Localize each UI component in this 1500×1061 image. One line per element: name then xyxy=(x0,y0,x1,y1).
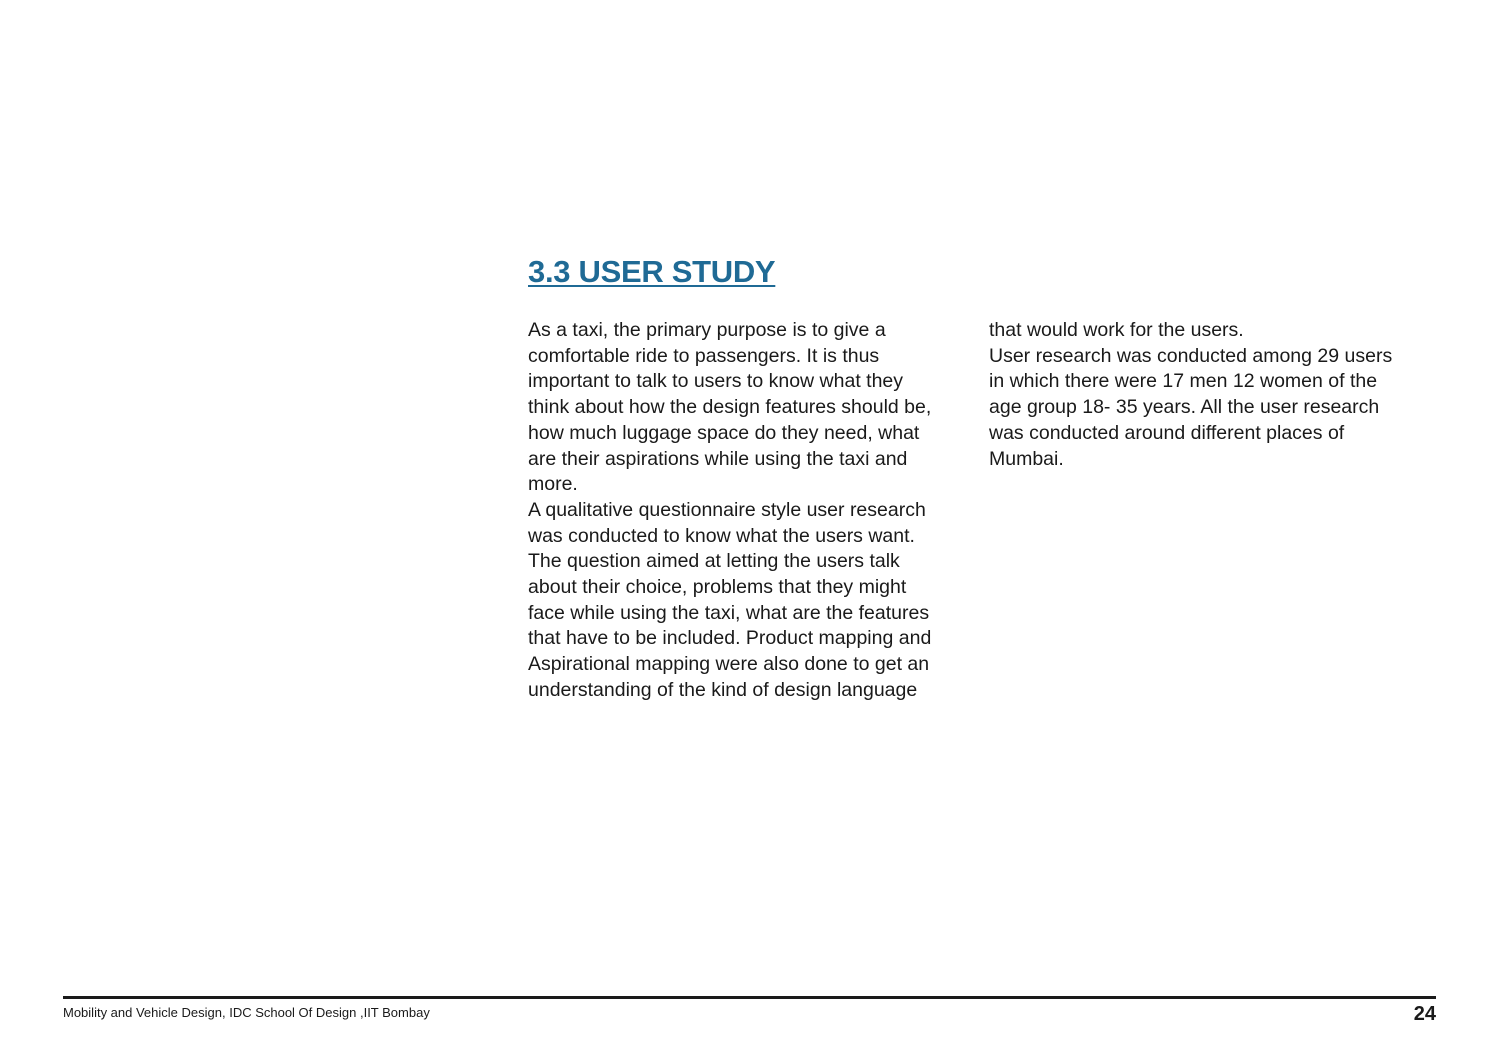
body-text-line: in which there were 17 men 12 women of the xyxy=(989,370,1378,393)
body-text-line: User research was conducted among 29 users xyxy=(989,344,1393,367)
body-text-line: A qualitative questionnaire style user research xyxy=(528,498,926,521)
footer-divider xyxy=(63,996,1436,999)
body-text-line: Mumbai. xyxy=(989,447,1064,470)
page-number: 24 xyxy=(1413,1003,1436,1025)
footer-credit: Mobility and Vehicle Design, IDC School Of Design ,IIT Bombay xyxy=(63,1005,430,1020)
body-text-line: As a taxi, the primary purpose is to give a xyxy=(528,319,886,341)
body-text-line: comfortable ride to passengers. It is thus xyxy=(528,344,880,367)
body-column-left xyxy=(528,318,978,704)
body-text-line: that would work for the users. xyxy=(989,319,1244,341)
body-text-line: that have to be included. Product mapping and xyxy=(528,627,932,650)
body-text-line: face while using the taxi, what are the features xyxy=(528,601,930,624)
body-text-line: important to talk to users to know what they xyxy=(528,370,904,393)
body-text-line: The question aimed at letting the users talk xyxy=(528,550,900,573)
body-text-line: was conducted to know what the users want. xyxy=(528,524,915,547)
body-text-line: understanding of the kind of design language xyxy=(528,678,918,701)
body-text-line: Aspirational mapping were also done to get an xyxy=(528,653,930,676)
body-text-line: think about how the design features should be, xyxy=(528,396,932,419)
body-text-line: more. xyxy=(528,473,578,496)
body-column-right xyxy=(989,318,1439,472)
body-text-line: are their aspirations while using the taxi and xyxy=(528,447,908,470)
body-text-line: was conducted around different places of xyxy=(989,421,1345,444)
section-heading: 3.3 USER STUDY xyxy=(528,254,776,289)
body-text-line: about their choice, problems that they might xyxy=(528,576,907,599)
body-text-line: how much luggage space do they need, what xyxy=(528,421,920,444)
body-text-line: age group 18- 35 years. All the user research xyxy=(989,396,1380,419)
